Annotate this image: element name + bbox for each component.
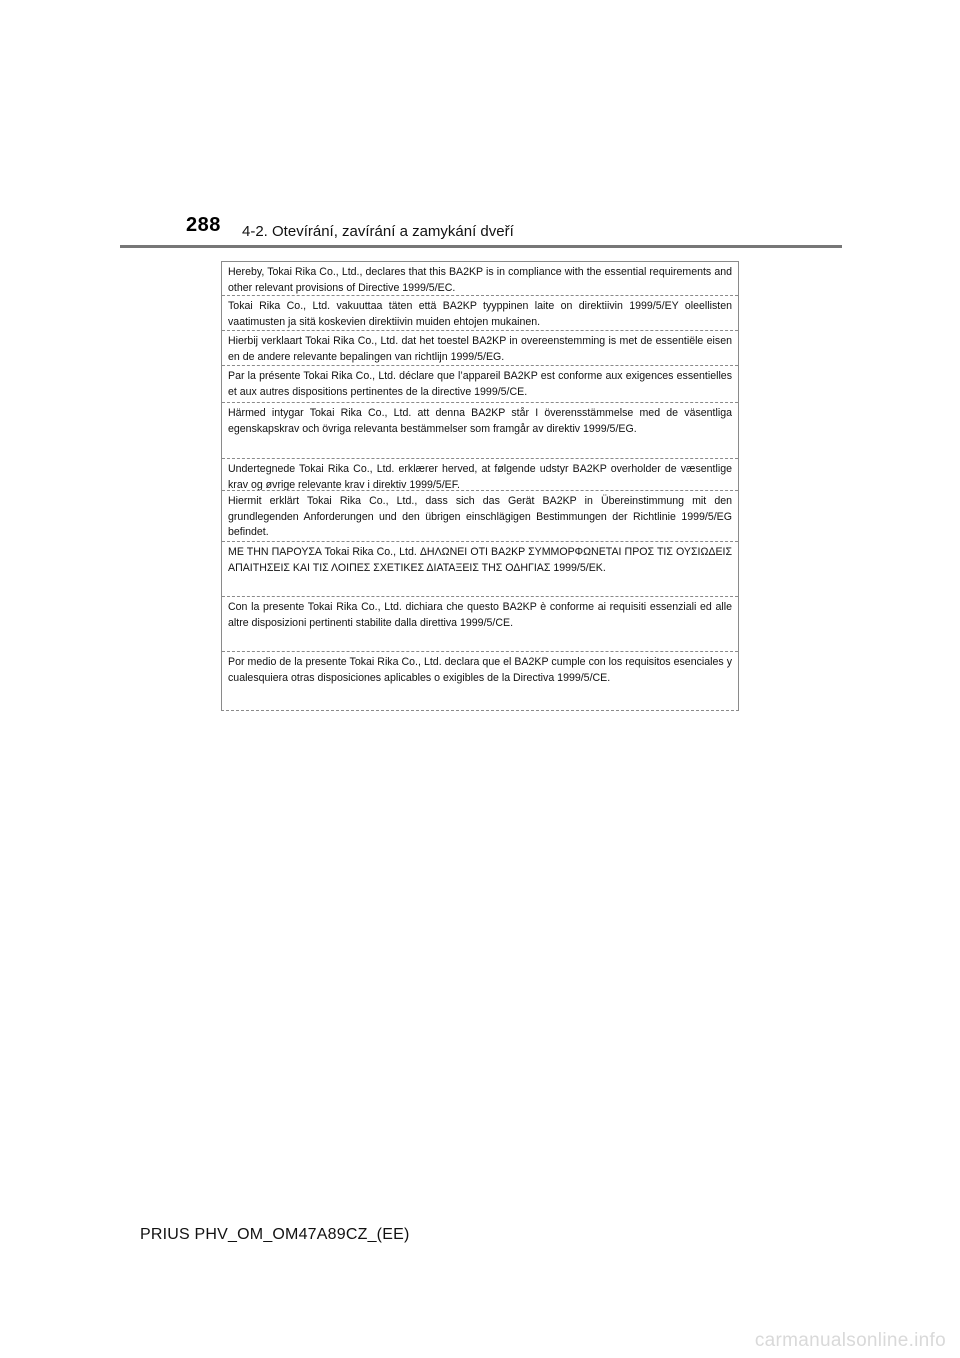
declaration-row-swedish: Härmed intygar Tokai Rika Co., Ltd. att denna BA2KP står I överensstämmelse med de väsentliga egenskapskrav och övriga relevanta bestämmelser som framgår av direktiv 1999/5/EG. [222,403,738,459]
declaration-row-danish: Undertegnede Tokai Rika Co., Ltd. erklærer herved, at følgende udstyr BA2KP overholder de væsentlige krav og øvrige relevante krav i direktiv 1999/5/EF. [222,459,738,491]
declarations-table [221,261,739,711]
declaration-row-english: Hereby, Tokai Rika Co., Ltd., declares that this BA2KP is in compliance with the essential requirements and other relevant provisions of Directive 1999/5/EC. [222,262,738,296]
footer-document-code: PRIUS PHV_OM_OM47A89CZ_(EE) [140,1226,410,1243]
declaration-row-french: Par la présente Tokai Rika Co., Ltd. déclare que l’appareil BA2KP est conforme aux exigences essentielles et aux autres dispositions pertinentes de la directive 1999/5/CE. [222,366,738,403]
declaration-row-spanish: Por medio de la presente Tokai Rika Co., Ltd. declara que el BA2KP cumple con los requisitos esenciales y cualesquiera otras disposiciones aplicables o exigibles de la Directiva 1999/5/CE. [228,656,732,684]
page-number: 288 [186,214,221,236]
declaration-row-finnish: Tokai Rika Co., Ltd. vakuuttaa täten että BA2KP tyyppinen laite on direktiivin 1999/5/EY oleellisten vaatimusten ja sitä koskevien direktiivin muiden ehtojen mukainen. [222,296,738,331]
declaration-row-dutch: Hierbij verklaart Tokai Rika Co., Ltd. dat het toestel BA2KP in overeenstemming is met de essentiële eisen en de andere relevante bepalingen van richtlijn 1999/5/EG. [222,331,738,366]
watermark: carmanualsonline.info [754,1330,946,1351]
declaration-row-german: Hiermit erklärt Tokai Rika Co., Ltd., dass sich das Gerät BA2KP in Übereinstimmung mit den grundlegenden Anforderungen und den übrigen einschlägigen Bestimmungen der Richtlinie 1999/5/EG befindet. [222,491,738,542]
header-rule [120,245,842,248]
declaration-row-italian: Con la presente Tokai Rika Co., Ltd. dichiara che questo BA2KP è conforme ai requisiti essenziali ed alle altre disposizioni pertinenti stabilite dalla direttiva 1999/5/CE. [222,597,738,652]
declaration-row-greek: ΜΕ ΤΗΝ ΠΑΡΟΥΣΑ Tokai Rika Co., Ltd. ΔΗΛΩΝΕΙ ΟΤΙ BA2KP ΣΥΜΜΟΡΦΩΝΕΤΑΙ ΠΡΟΣ ΤΙΣ ΟΥΣΙΩΔΕΙΣ ΑΠΑΙΤΗΣΕΙΣ ΚΑΙ ΤΙΣ ΛΟΙΠΕΣ ΣΧΕΤΙΚΕΣ ΔΙΑΤΑΞΕΙΣ ΤΗΣ ΟΔΗΓΙΑΣ 1999/5/ΕΚ. [222,542,738,597]
section-title: 4-2. Otevírání, zavírání a zamykání dveří [242,223,514,240]
